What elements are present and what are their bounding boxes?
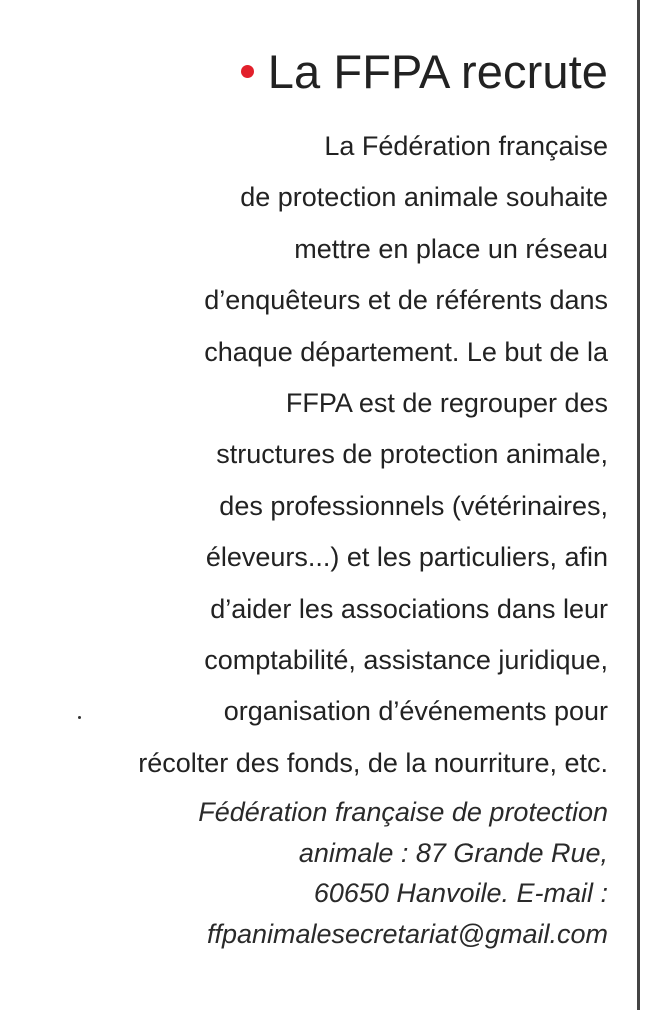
contact-line: 60650 Hanvoile. E-mail : [313,878,608,909]
article-body [20,121,608,789]
contact-line: animale : 87 Grande Rue, [298,837,608,868]
vertical-rule [637,0,640,1010]
body-line: de protection animale souhaite [240,182,608,213]
recruitment-article [20,34,608,954]
body-line: d’aider les associations dans leur [210,593,608,624]
body-line: structures de protection animale, [216,439,608,470]
body-line: organisation d’événements pour [223,696,608,727]
body-line: récolter des fonds, de la nourriture, etc. [138,747,608,778]
contact-line: Fédération française de protection [198,797,608,828]
body-line: La Fédération française [324,131,608,161]
contact-info [20,792,608,954]
body-line: FFPA est de regrouper des [285,387,608,418]
headline-text: La FFPA recrute [267,44,608,98]
body-line: des professionnels (vétérinaires, [219,490,608,521]
body-line: éleveurs...) et les particuliers, afin [205,542,608,573]
red-bullet-icon [241,65,254,78]
body-line: mettre en place un réseau [294,233,608,264]
body-line: comptabilité, assistance juridique, [204,644,608,675]
body-line: d’enquêteurs et de référents dans [204,285,608,316]
article-headline [20,34,608,108]
email-address: ffpanimalesecretariat@gmail.com [206,918,608,949]
body-line: chaque département. Le but de la [204,336,608,367]
